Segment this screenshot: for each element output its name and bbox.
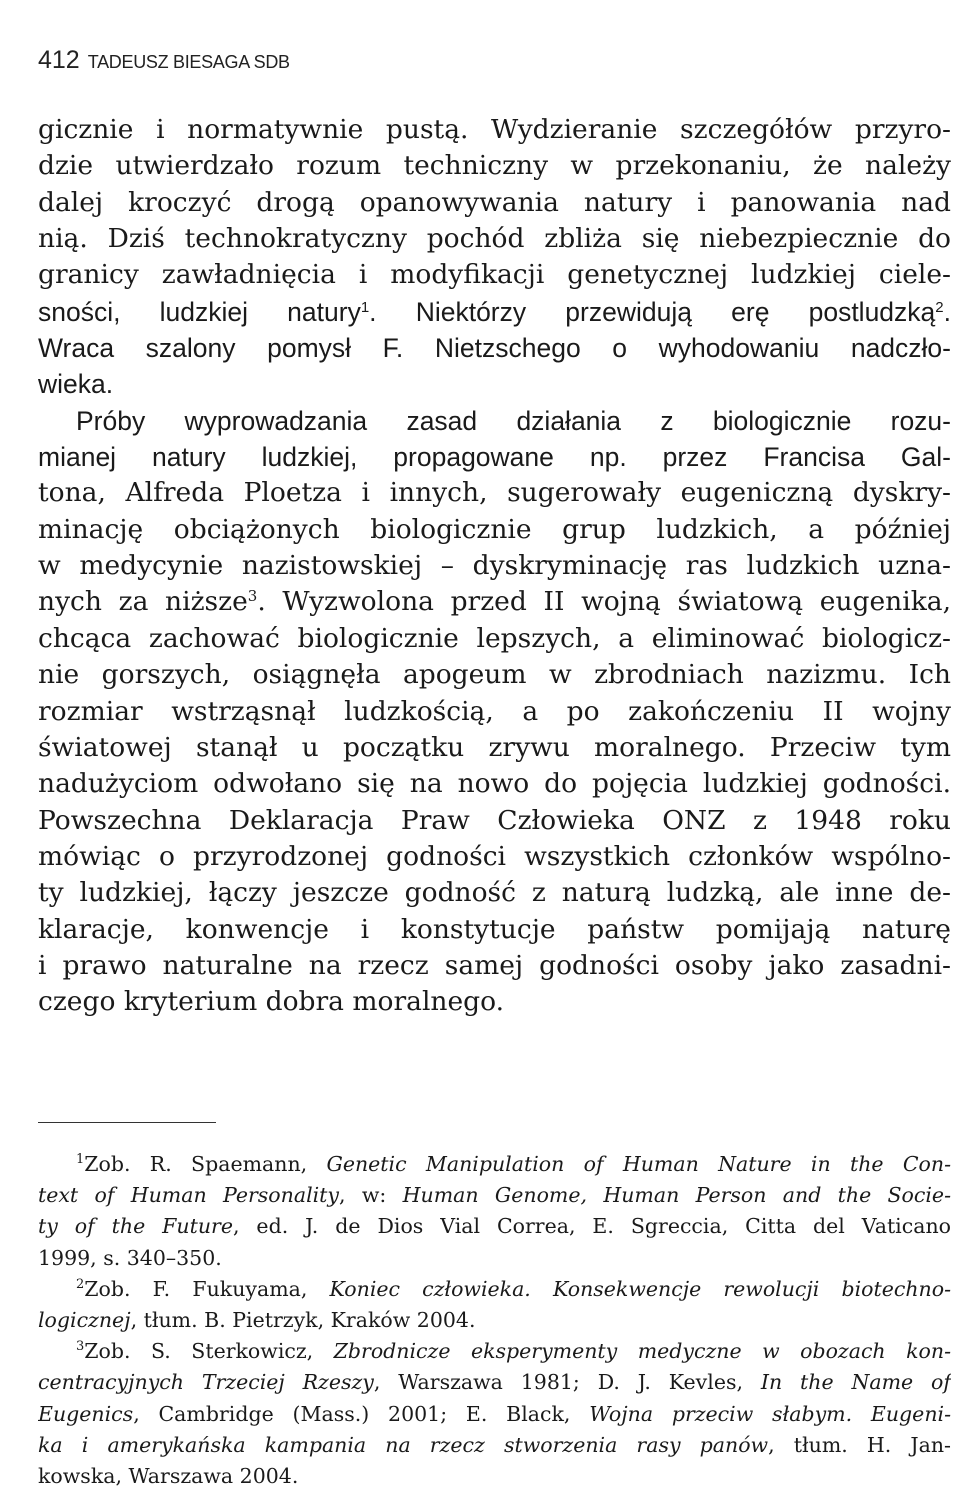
text-fragment: . Wyzwolona przed II wojną światową eugenika, [257,586,951,618]
page-number: 412 [38,46,80,74]
footnote-1-line [38,1180,951,1211]
footnote-1-line [38,1211,951,1242]
footnote-ref: 3 [247,587,258,606]
footnote-ref: 1 [360,298,370,316]
main-text [38,112,951,1021]
text-line: Powszechna Deklaracja Praw Człowieka ONZ z 1948 roku [38,804,951,836]
footnote-marker: 3 [76,1339,85,1355]
text-line: światowej stanął u początku zrywu moralnego. Przeciw tym [38,731,951,763]
text-line [38,584,951,620]
footnote-title: logicznej [38,1307,131,1332]
footnote-separator [38,1122,216,1123]
footnote-title: centracyjnych Trzeciej Rzeszy [38,1370,374,1395]
text-line [38,294,951,330]
footnote-1-line: 1999, s. 340–350. [38,1245,222,1270]
text-line: tona, Alfreda Ploetza i innych, sugerowały eugeniczną dyskry- [38,477,951,509]
text-line: chcąca zachować biologicznie lepszych, a eliminować biologicz- [38,622,951,654]
text-fragment: nych za niższe [38,586,248,618]
text-line: Wraca szalony pomysł F. Nietzschego o wyhodowaniu nadczło- [38,333,951,364]
text-line: wieka. [38,369,114,400]
text-line: ty ludzkiej, łączy jeszcze godność z naturą ludzką, ale inne de- [38,877,951,909]
footnotes [38,1149,951,1492]
text-line: w medycynie nazistowskiej – dyskryminację ras ludzkich uzna- [38,550,951,582]
text-line: klaracje, konwencje i konstytucje państw pomijają naturę [38,913,951,945]
footnote-3-line [38,1336,951,1367]
text-line: mianej natury ludzkiej, propagowane np. przez Francisa Gal- [38,442,951,473]
footnote-title: Koniec człowieka. Konsekwencje rewolucji biotechno- [329,1276,951,1301]
footnote-title: ka i amerykańska kampania na rzecz stworzenia rasy panów [38,1432,769,1457]
footnote-3-line [38,1367,951,1398]
footnote-3-line [38,1399,951,1430]
footnote-text: Zob. F. Fukuyama, [84,1276,330,1301]
text-fragment: sności, ludzkiej natury [38,296,361,327]
text-line: nią. Dziś technokratyczny pochód zbliża się niebezpiecznie do [38,223,951,255]
text-line: mówiąc o przyrodzonej godności wszystkich członków wspólno- [38,840,951,872]
footnote-title: Wojna przeciw słabym. Eugeni- [589,1401,951,1426]
footnote-marker: 2 [76,1276,85,1292]
footnote-2-line [38,1274,951,1305]
footnote-text: Zob. S. Sterkowicz, [84,1339,334,1364]
footnote-title: Zbrodnicze eksperymenty medyczne w obozach kon- [333,1339,951,1364]
footnote-text: , tłum. H. Jan- [768,1432,951,1457]
footnote-title: Eugenics [38,1401,134,1426]
footnote-text: , tłum. B. Pietrzyk, Kraków 2004. [130,1307,476,1332]
text-line: dalej kroczyć drogą opanowywania natury i panowania nad [38,186,951,218]
footnote-title: ty of the Future [38,1214,233,1239]
footnote-title: text of Human Personality [38,1183,340,1208]
footnote-2-line [38,1305,951,1336]
running-head [38,46,290,75]
text-line: dzie utwierdzało rozum techniczny w przekonaniu, że należy [38,150,951,182]
text-fragment: . Niektórzy przewidują erę postludzką [369,296,936,327]
text-line: granicy zawładnięcia i modyfikacji genetycznej ludzkiej ciele- [38,259,951,291]
footnote-marker: 1 [76,1152,85,1167]
text-line: rozmiar wstrząsnął ludzkością, a po zakończeniu II wojny [38,695,951,727]
running-head-author: TADEUSZ BIESAGA SDB [87,52,290,72]
text-line: i prawo naturalne na rzecz samej godności osoby jako zasadni- [38,949,951,981]
text-line: gicznie i normatywnie pustą. Wydzieranie szczegółów przyro- [38,114,951,145]
footnote-1-line [38,1149,951,1180]
text-line: czego kryterium dobra moralnego. [38,986,505,1018]
footnote-title: In the Name of [760,1370,951,1395]
footnote-title: Human Genome, Human Person and the Socie- [402,1183,951,1208]
footnote-title: Genetic Manipulation of Human Nature in the Con- [326,1152,951,1176]
footnote-text: , w: [339,1183,403,1208]
text-line: nadużyciom odwołano się na nowo do pojęcia ludzkiej godności. [38,768,951,800]
footnote-3-line: kowska, Warszawa 2004. [38,1463,299,1488]
footnote-text: , ed. J. de Dios Vial Correa, E. Sgreccia, Citta del Vaticano [232,1214,951,1239]
footnote-ref: 2 [935,298,944,316]
footnote-3-line [38,1430,951,1461]
footnote-text: , Warszawa 1981; D. J. Kevles, [373,1370,761,1395]
footnote-text: Zob. R. Spaemann, [84,1152,327,1176]
text-line: minację obciążonych biologicznie grup ludzkich, a później [38,513,951,545]
text-line: nie gorszych, osiągnęła apogeum w zbrodniach nazizmu. Ich [38,659,951,691]
text-fragment: . [943,296,951,327]
footnote-text: , Cambridge (Mass.) 2001; E. Black, [133,1401,590,1426]
text-line: Próby wyprowadzania zasad działania z biologicznie rozu- [76,405,951,436]
